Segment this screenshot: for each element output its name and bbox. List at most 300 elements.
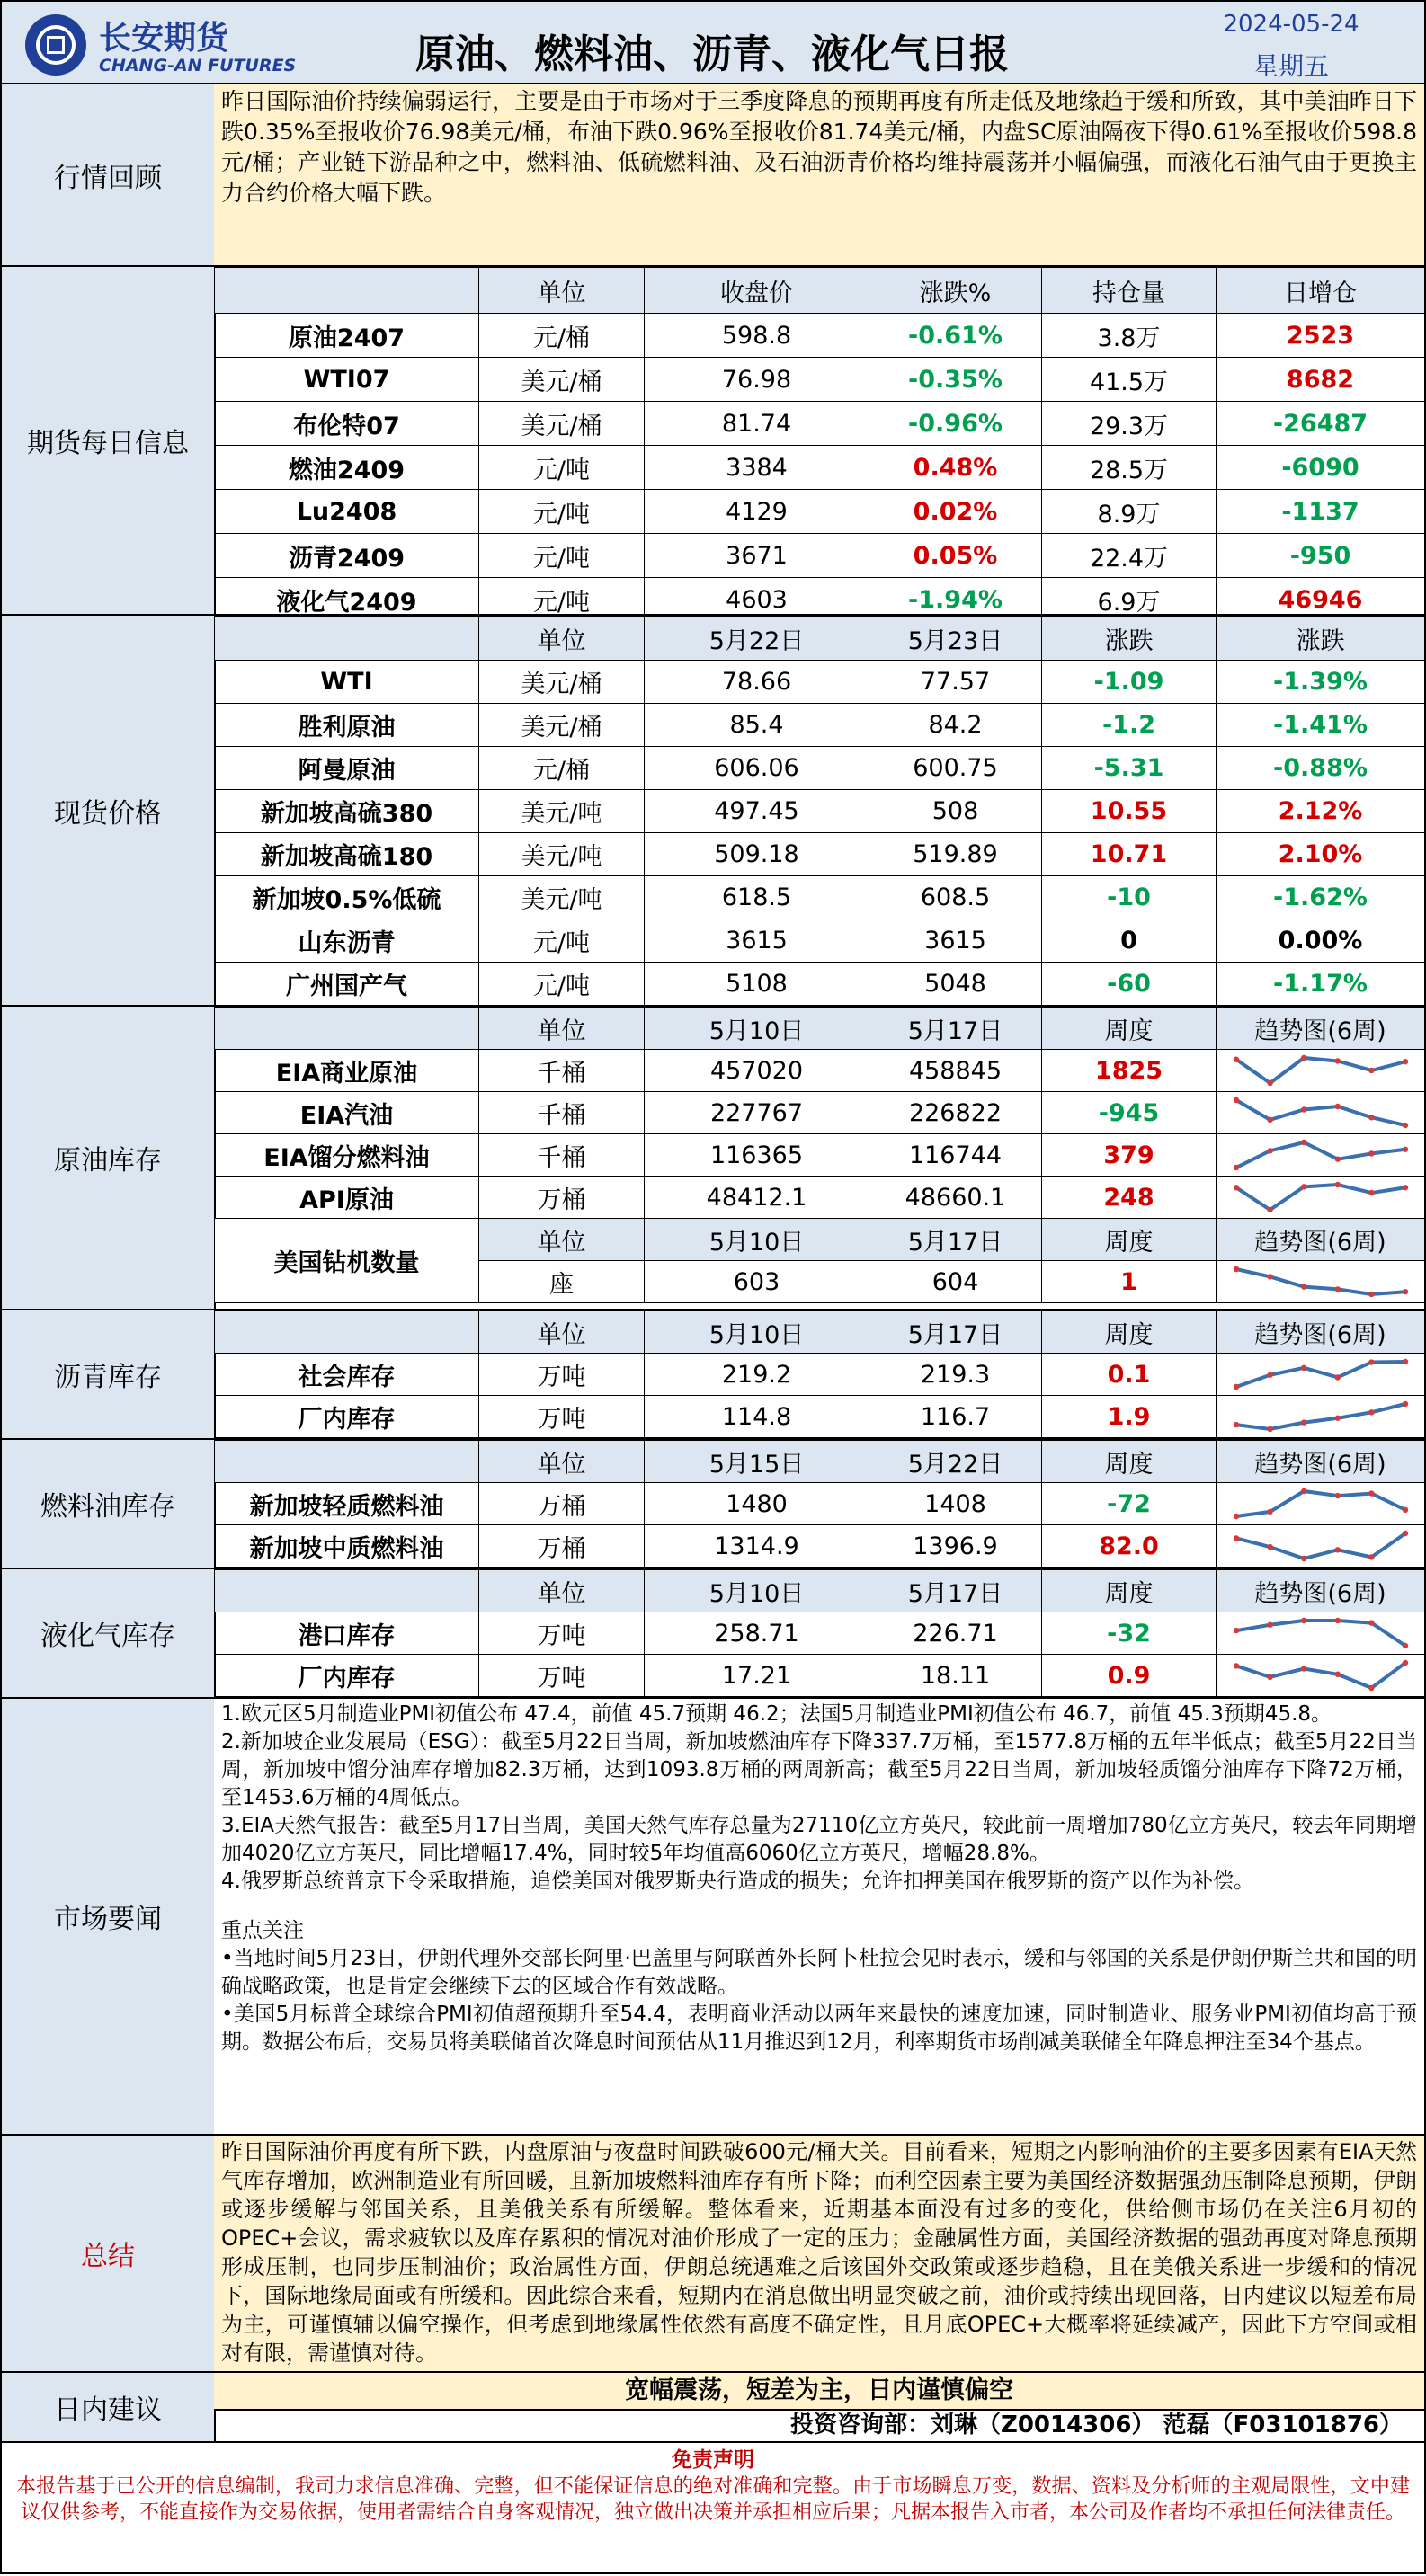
sparkline-point: [1334, 1672, 1340, 1677]
unit-cell: 万吨: [479, 1354, 645, 1396]
open-interest: 41.5万: [1042, 358, 1217, 402]
sparkline-point: [1334, 1182, 1340, 1187]
column-header: 单位: [479, 268, 645, 314]
stock-name: 新加坡中质燃料油: [215, 1525, 479, 1568]
stock-week2: 219.3: [869, 1354, 1042, 1396]
table-row: [215, 747, 1425, 790]
table-row: [215, 1396, 1425, 1438]
contract-name: 燃油2409: [215, 446, 479, 490]
sparkline-point: [1267, 1674, 1272, 1680]
open-interest: 6.9万: [1042, 578, 1217, 622]
unit-cell: 美元/桶: [479, 358, 645, 402]
price-change-percent: -1.62%: [1217, 876, 1425, 919]
trend-sparkline: [1231, 1137, 1411, 1173]
weekly-change: -72: [1042, 1483, 1217, 1525]
column-header: 单位: [479, 1311, 645, 1354]
table-row: [215, 1134, 1425, 1177]
sparkline-point: [1301, 1556, 1306, 1561]
close-price: 4603: [645, 578, 869, 622]
stock-week2: 18.11: [869, 1655, 1042, 1697]
table-row: [215, 963, 1425, 1006]
sparkline-point: [1368, 1292, 1374, 1297]
stock-week1: 603: [645, 1261, 869, 1303]
column-header: 5月10日: [645, 1219, 869, 1261]
sparkline-point: [1368, 1409, 1374, 1415]
sparkline-point: [1368, 1115, 1374, 1120]
price-day2: 5048: [869, 963, 1042, 1006]
daily-oi-change: -1137: [1217, 490, 1425, 534]
stock-name: 厂内库存: [215, 1396, 479, 1438]
column-header: 5月17日: [869, 1219, 1042, 1261]
stock-week1: 258.71: [645, 1612, 869, 1655]
stock-name: EIA汽油: [215, 1092, 479, 1134]
stock-week2: 458845: [869, 1050, 1042, 1092]
sparkline-point: [1368, 1150, 1374, 1156]
table-row: [215, 1354, 1425, 1396]
section-label-advice: 日内建议: [2, 2373, 216, 2441]
weekly-change: 82.0: [1042, 1525, 1217, 1568]
column-header: 涨跌: [1042, 617, 1217, 661]
sparkline-point: [1233, 1097, 1238, 1103]
trend-sparkline: [1231, 1528, 1411, 1564]
price-day1: 509.18: [645, 833, 869, 876]
column-header: 周度: [1042, 1441, 1217, 1483]
stock-name: 厂内库存: [215, 1655, 479, 1697]
close-price: 81.74: [645, 402, 869, 446]
section-label-fuel-stock: 燃料油库存: [2, 1440, 216, 1568]
news-paragraph: 2.新加坡企业发展局（ESG）：截至5月22日当周，新加坡燃油库存下降337.7万桶，至1577.8万桶的五年半低点；截至5月22日当周，新加坡中馏分油库存增加82.3万桶，达到1093.8万桶的两周新高；截至5月22日当周，新加坡轻质馏分油库存下降72万桶，至1453.6万桶的4周低点。: [221, 1730, 1417, 1809]
section-advice: [0, 2373, 1426, 2443]
sparkline-point: [1334, 1416, 1340, 1421]
table-row: [215, 704, 1425, 747]
stock-name: EIA商业原油: [215, 1050, 479, 1092]
trend-cell: [1217, 1050, 1425, 1092]
sparkline-point: [1301, 1618, 1306, 1623]
column-header: 周度: [1042, 1311, 1217, 1354]
weekly-change: 0.1: [1042, 1354, 1217, 1396]
sparkline-point: [1233, 1514, 1238, 1519]
trend-sparkline: [1231, 1179, 1411, 1215]
news-paragraph: 3.EIA天然气报告：截至5月17日当周，美国天然气库存总量为27110亿立方英尺，较此前一周增加780亿立方英尺，较去年同期增加4020亿立方英尺，同比增幅17.4%，同时较5年均值高6060亿立方英尺，增幅28.8%。: [221, 1814, 1417, 1865]
sparkline-point: [1267, 1117, 1272, 1123]
trend-cell: [1217, 1354, 1425, 1396]
stock-week1: 1314.9: [645, 1525, 869, 1568]
company-logo: [22, 11, 297, 79]
price-change-percent: -1.17%: [1217, 963, 1425, 1006]
trend-sparkline: [1231, 1095, 1411, 1131]
column-header: 单位: [479, 1008, 645, 1050]
sparkline-point: [1368, 1068, 1374, 1073]
table-header-row: [215, 617, 1425, 661]
stock-week1: 48412.1: [645, 1177, 869, 1219]
price-day1: 85.4: [645, 704, 869, 747]
stock-week2: 226822: [869, 1092, 1042, 1134]
unit-cell: 万桶: [479, 1177, 645, 1219]
section-label-spot: 现货价格: [2, 616, 216, 1005]
section-lpg-stock: [0, 1569, 1426, 1699]
news-paragraph: 4.俄罗斯总统普京下令采取措施，追偿美国对俄罗斯央行造成的损失；允许扣押美国在俄罗斯的资产以作为补偿。: [221, 1870, 1254, 1893]
table-header-row: [215, 1311, 1425, 1354]
sparkline-point: [1402, 1359, 1407, 1364]
spot-name: 阿曼原油: [215, 747, 479, 790]
stock-week2: 116.7: [869, 1396, 1042, 1438]
column-header: 5月23日: [869, 617, 1042, 661]
sparkline-point: [1267, 1080, 1272, 1086]
sparkline-point: [1368, 1554, 1374, 1559]
change-percent: -0.61%: [869, 314, 1042, 358]
price-day1: 78.66: [645, 661, 869, 704]
price-day2: 84.2: [869, 704, 1042, 747]
sparkline-point: [1334, 1618, 1340, 1623]
rig-header-row: [215, 1219, 1425, 1261]
column-header: 单位: [479, 1570, 645, 1612]
price-change-percent: -0.88%: [1217, 747, 1425, 790]
unit-cell: 元/吨: [479, 963, 645, 1006]
sparkline-point: [1267, 1544, 1272, 1550]
table-row: [215, 1177, 1425, 1219]
table-row: [215, 790, 1425, 833]
sparkline-point: [1267, 1148, 1272, 1153]
contract-name: 沥青2409: [215, 534, 479, 578]
stock-week1: 17.21: [645, 1655, 869, 1697]
trend-sparkline: [1231, 1399, 1411, 1435]
sparkline-point: [1301, 1488, 1306, 1494]
close-price: 598.8: [645, 314, 869, 358]
contract-name: 原油2407: [215, 314, 479, 358]
table-row: [215, 876, 1425, 919]
news-spacer: [221, 1896, 1417, 1917]
trend-cell: [1217, 1177, 1425, 1219]
disclaimer-text: 本报告基于已公开的信息编制，我司力求信息准确、完整，但不能保证信息的绝对准确和完整。由于市场瞬息万变，数据、资料及分析师的主观局限性，文中建议仅供参考，不能直接作为交易依据，使用者需结合自身客观情况，独立做出决策并承担相应后果；凡据本报告入市者，本公司及作者均不承担任何法律责任。: [16, 2475, 1410, 2524]
spot-table: [214, 616, 1425, 1006]
sparkline-line: [1236, 1100, 1405, 1125]
sparkline-point: [1402, 1660, 1407, 1666]
stock-name: EIA馏分燃料油: [215, 1134, 479, 1177]
unit-cell: 元/吨: [479, 534, 645, 578]
trend-cell: [1217, 1612, 1425, 1655]
asphalt-stock-table: [214, 1310, 1425, 1438]
trend-cell: [1217, 1261, 1425, 1303]
column-header: 趋势图(6周): [1217, 1008, 1425, 1050]
trend-sparkline: [1231, 1615, 1411, 1651]
sparkline-point: [1301, 1365, 1306, 1371]
sparkline-point: [1233, 1663, 1238, 1668]
unit-cell: 万桶: [479, 1525, 645, 1568]
price-day2: 3615: [869, 919, 1042, 963]
sparkline-point: [1402, 1185, 1407, 1190]
spot-name: WTI: [215, 661, 479, 704]
open-interest: 3.8万: [1042, 314, 1217, 358]
sparkline-line: [1236, 1533, 1405, 1559]
sparkline-point: [1402, 1147, 1407, 1152]
price-day1: 618.5: [645, 876, 869, 919]
section-summary: [0, 2136, 1426, 2373]
disclaimer: [0, 2443, 1426, 2574]
column-header: 5月17日: [869, 1008, 1042, 1050]
sparkline-point: [1301, 1140, 1306, 1145]
open-interest: 8.9万: [1042, 490, 1217, 534]
price-change: -5.31: [1042, 747, 1217, 790]
daily-oi-change: -26487: [1217, 402, 1425, 446]
price-change-percent: 0.00%: [1217, 919, 1425, 963]
section-fuel-stock: [0, 1440, 1426, 1569]
sparkline-point: [1402, 1401, 1407, 1407]
stock-week1: 116365: [645, 1134, 869, 1177]
contract-name: 布伦特07: [215, 402, 479, 446]
sparkline-line: [1236, 1621, 1405, 1646]
column-header: [215, 617, 479, 661]
table-row: [215, 1483, 1425, 1525]
trend-cell: [1217, 1092, 1425, 1134]
table-row: [215, 314, 1425, 358]
table-header-row: [215, 1441, 1425, 1483]
sparkline-point: [1334, 1156, 1340, 1161]
weekly-change: -32: [1042, 1612, 1217, 1655]
spot-name: 广州国产气: [215, 963, 479, 1006]
trend-cell: [1217, 1483, 1425, 1525]
column-header: [215, 1570, 479, 1612]
sparkline-line: [1236, 1362, 1405, 1387]
daily-oi-change: 2523: [1217, 314, 1425, 358]
column-header: 5月17日: [869, 1311, 1042, 1354]
section-news: [0, 1699, 1426, 2136]
stock-week2: 48660.1: [869, 1177, 1042, 1219]
section-label-summary: 总结: [2, 2136, 216, 2371]
table-header-row: [215, 268, 1425, 314]
unit-cell: 千桶: [479, 1050, 645, 1092]
sparkline-point: [1233, 1628, 1238, 1633]
table-row: [215, 534, 1425, 578]
sparkline-point: [1233, 1165, 1238, 1170]
table-header-row: [215, 1570, 1425, 1612]
open-interest: 28.5万: [1042, 446, 1217, 490]
sparkline-point: [1301, 1055, 1306, 1061]
column-header: 周度: [1042, 1219, 1217, 1261]
sparkline-point: [1368, 1620, 1374, 1625]
price-day2: 519.89: [869, 833, 1042, 876]
column-header: 涨跌: [1217, 617, 1425, 661]
logo-cn-name: 长安期货: [99, 20, 229, 57]
sparkline-line: [1236, 1269, 1405, 1294]
section-spot: [0, 616, 1426, 1007]
column-header: 5月10日: [645, 1008, 869, 1050]
sparkline-point: [1402, 1289, 1407, 1294]
news-text: [214, 1699, 1424, 2134]
column-header: 单位: [479, 617, 645, 661]
sparkline-point: [1233, 1057, 1238, 1062]
unit-cell: 元/吨: [479, 446, 645, 490]
sparkline-point: [1402, 1507, 1407, 1513]
weekly-change: 1: [1042, 1261, 1217, 1303]
sparkline-point: [1301, 1106, 1306, 1112]
column-header: 周度: [1042, 1008, 1217, 1050]
column-header: [215, 1441, 479, 1483]
price-day2: 77.57: [869, 661, 1042, 704]
sparkline-point: [1267, 1426, 1272, 1432]
trend-sparkline: [1231, 1657, 1411, 1693]
unit-cell: 千桶: [479, 1092, 645, 1134]
close-price: 3671: [645, 534, 869, 578]
unit-cell: 美元/桶: [479, 661, 645, 704]
stock-name: API原油: [215, 1177, 479, 1219]
column-header: 日增仓: [1217, 268, 1425, 314]
stock-week1: 1480: [645, 1483, 869, 1525]
trend-cell: [1217, 1396, 1425, 1438]
stock-week2: 1396.9: [869, 1525, 1042, 1568]
logo-en-name: CHANG-AN FUTURES: [99, 56, 297, 76]
table-row: [215, 446, 1425, 490]
unit-cell: 美元/桶: [479, 402, 645, 446]
contract-name: WTI07: [215, 358, 479, 402]
change-percent: -0.96%: [869, 402, 1042, 446]
weekly-change: -945: [1042, 1092, 1217, 1134]
column-header: 趋势图(6周): [1217, 1570, 1425, 1612]
price-change: 10.71: [1042, 833, 1217, 876]
price-day2: 508: [869, 790, 1042, 833]
sparkline-line: [1236, 1491, 1405, 1516]
column-header: 涨跌%: [869, 268, 1042, 314]
sparkline-point: [1368, 1490, 1374, 1496]
daily-oi-change: 46946: [1217, 578, 1425, 622]
price-day2: 608.5: [869, 876, 1042, 919]
column-header: 单位: [479, 1219, 645, 1261]
close-price: 4129: [645, 490, 869, 534]
weekly-change: 379: [1042, 1134, 1217, 1177]
sparkline-line: [1236, 1404, 1405, 1429]
trend-sparkline: [1231, 1356, 1411, 1392]
table-row: [215, 1092, 1425, 1134]
sparkline-point: [1267, 1207, 1272, 1212]
section-futures: [0, 267, 1426, 616]
spot-name: 胜利原油: [215, 704, 479, 747]
news-paragraph: 重点关注: [221, 1919, 304, 1942]
weekly-change: 1825: [1042, 1050, 1217, 1092]
sparkline-point: [1334, 1374, 1340, 1380]
section-label-news: 市场要闻: [2, 1699, 216, 2134]
table-row: [215, 358, 1425, 402]
summary-text: 昨日国际油价再度有所下跌，内盘原油与夜盘时间跌破600元/桶大关。目前看来，短期之内影响油价的主要多因素有EIA天然气库存增加，欧洲制造业有所回暖，且新加坡燃料油库存有所下降；而利空因素主要为美国经济数据强劲压制降息预期，伊朗或逐步缓解与邻国关系，且美俄关系有所缓解。整体看来，近期基本面没有过多的变化，供给侧市场仍在关注6月初的OPEC+会议，需求疲软以及库存累积的情况对油价形成了一定的压力；金融属性方面，美国经济数据的强劲再度对降息预期形成压制，也同步压制油价；政治属性方面，伊朗总统遇难之后该国外交政策或逐步趋稳，且在美俄关系进一步缓和的情况下，国际地缘局面或有所缓和。因此综合来看，短期内在消息做出明显突破之前，油价或持续出现回落，日内建议以短差布局为主，可谨慎辅以偏空操作，但考虑到地缘属性依然有高度不确定性，且月底OPEC+大概率将延续减产，因此下方空间或相对有限，需谨慎对待。: [214, 2136, 1424, 2371]
unit-cell: 元/吨: [479, 490, 645, 534]
change-percent: 0.48%: [869, 446, 1042, 490]
sparkline-point: [1267, 1509, 1272, 1515]
stock-week2: 1408: [869, 1483, 1042, 1525]
unit-cell: 美元/吨: [479, 876, 645, 919]
sparkline-line: [1236, 1142, 1405, 1168]
stock-week1: 219.2: [645, 1354, 869, 1396]
close-price: 76.98: [645, 358, 869, 402]
sparkline-point: [1301, 1419, 1306, 1425]
sparkline-point: [1301, 1184, 1306, 1189]
daily-oi-change: -6090: [1217, 446, 1425, 490]
sparkline-point: [1301, 1284, 1306, 1289]
report-title: 原油、燃料油、沥青、液化气日报: [415, 31, 1009, 77]
consultant-line: 投资咨询部：刘琳（Z0014306） 范磊（F03101876）: [789, 2412, 1403, 2438]
unit-cell: 万吨: [479, 1396, 645, 1438]
weekly-change: 0.9: [1042, 1655, 1217, 1697]
spot-name: 新加坡高硫380: [215, 790, 479, 833]
price-change: 0: [1042, 919, 1217, 963]
sparkline-point: [1402, 1059, 1407, 1064]
price-change-percent: 2.10%: [1217, 833, 1425, 876]
table-row: [215, 833, 1425, 876]
section-label-review: 行情回顾: [2, 84, 216, 265]
price-day1: 5108: [645, 963, 869, 1006]
daily-oi-change: 8682: [1217, 358, 1425, 402]
change-percent: 0.05%: [869, 534, 1042, 578]
column-header: [215, 1008, 479, 1050]
price-change: -10: [1042, 876, 1217, 919]
sparkline-point: [1267, 1372, 1272, 1378]
unit-cell: 万吨: [479, 1612, 645, 1655]
sparkline-point: [1301, 1666, 1306, 1671]
report-date: 2024-05-24: [1223, 11, 1359, 38]
table-row: [215, 402, 1425, 446]
column-header: 趋势图(6周): [1217, 1441, 1425, 1483]
price-change-percent: -1.39%: [1217, 661, 1425, 704]
price-change-percent: -1.41%: [1217, 704, 1425, 747]
futures-table: [214, 267, 1425, 622]
sparkline-point: [1334, 1547, 1340, 1552]
column-header: 5月17日: [869, 1570, 1042, 1612]
table-row: [215, 490, 1425, 534]
sparkline-point: [1233, 1535, 1238, 1541]
stock-week2: 116744: [869, 1134, 1042, 1177]
column-header: 单位: [479, 1441, 645, 1483]
unit-cell: 万吨: [479, 1655, 645, 1697]
table-row: [215, 1612, 1425, 1655]
report-header: [0, 0, 1426, 84]
stock-week1: 227767: [645, 1092, 869, 1134]
disclaimer-title: 免责声明: [672, 2448, 754, 2472]
sparkline-point: [1267, 1622, 1272, 1628]
section-crude-stock: [0, 1007, 1426, 1310]
unit-cell: 元/桶: [479, 314, 645, 358]
column-header: 趋势图(6周): [1217, 1219, 1425, 1261]
review-text: 昨日国际油价持续偏弱运行，主要是由于市场对于三季度降息的预期再度有所走低及地缘趋于缓和所致，其中美油昨日下跌0.35%至报收价76.98美元/桶，布油下跌0.96%至报收价81.74美元/桶，内盘SC原油隔夜下得0.61%至报收价598.8元/桶；产业链下游品种之中，燃料油、低硫燃料油、及石油沥青价格均维持震荡并小幅偏强，而液化石油气由于更换主力合约价格大幅下跌。: [214, 84, 1424, 265]
price-change: 10.55: [1042, 790, 1217, 833]
weekly-change: 248: [1042, 1177, 1217, 1219]
sparkline-line: [1236, 1058, 1405, 1083]
column-header: 5月10日: [645, 1311, 869, 1354]
price-day1: 497.45: [645, 790, 869, 833]
table-header-row: [215, 1008, 1425, 1050]
spot-name: 山东沥青: [215, 919, 479, 963]
stock-week2: 226.71: [869, 1612, 1042, 1655]
unit-cell: 元/吨: [479, 919, 645, 963]
spot-name: 新加坡0.5%低硫: [215, 876, 479, 919]
price-change: -1.09: [1042, 661, 1217, 704]
stock-name: 社会库存: [215, 1354, 479, 1396]
section-label-crude-stock: 原油库存: [2, 1007, 216, 1309]
column-header: 5月10日: [645, 1570, 869, 1612]
trend-cell: [1217, 1525, 1425, 1568]
section-label-lpg-stock: 液化气库存: [2, 1569, 216, 1697]
table-row: [215, 1050, 1425, 1092]
report-weekday: 星期五: [1252, 51, 1329, 81]
sparkline-point: [1368, 1190, 1374, 1195]
unit-cell: 美元/桶: [479, 704, 645, 747]
unit-cell: 座: [479, 1261, 645, 1303]
news-paragraph: •当地时间5月23日，伊朗代理外交部长阿里·巴盖里与阿联酋外长阿卜杜拉会见时表示，缓和与邻国的关系是伊朗伊斯兰共和国的明确战略政策，也是肯定会继续下去的区域合作有效战略。: [221, 1947, 1417, 1998]
change-percent: -1.94%: [869, 578, 1042, 622]
stock-week1: 457020: [645, 1050, 869, 1092]
sparkline-point: [1334, 1286, 1340, 1292]
logo-emblem-icon: [25, 14, 86, 76]
sparkline-point: [1368, 1359, 1374, 1364]
section-asphalt-stock: [0, 1310, 1426, 1440]
trend-sparkline: [1231, 1053, 1411, 1088]
close-price: 3384: [645, 446, 869, 490]
